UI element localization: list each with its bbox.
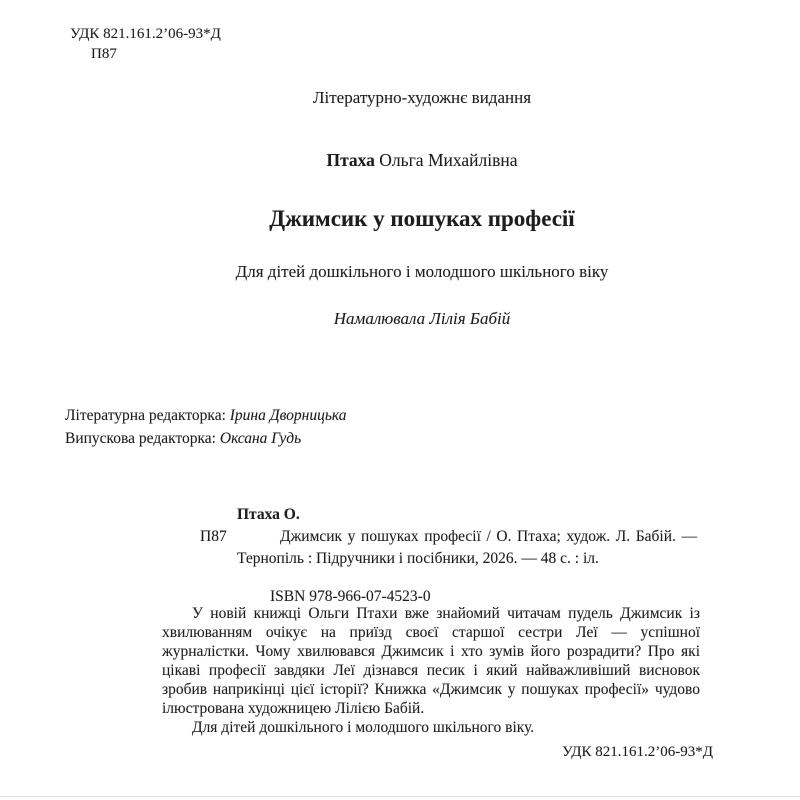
editor-role: Випускова редакторка: — [65, 430, 216, 447]
editor-row — [65, 427, 347, 450]
annotation-paragraph: У новій книжці Ольги Птахи вже знайомий читачам пудель Джимсик із хвилюванням очікує на приїзд своєї старшої сестри Леї — успішної журналістки. Чому хвилювався Джимсик і хто зумів його розрадити? Про які цікаві професії завдяки Леї дізнався песик і який найважливіший висновок зробив наприкінці цієї історії? Книжка «Джимсик у пошуках професії» чудово ілюстрована художницею Лілією Бабій. — [162, 605, 700, 717]
audience-line: Для дітей дошкільного і молодшого шкільного віку — [235, 262, 609, 281]
editor-name: Ірина Дворницька — [229, 407, 347, 424]
isbn-line: ISBN 978-966-07-4523-0 — [270, 588, 431, 605]
editor-name: Оксана Гудь — [219, 430, 302, 447]
catalog-index: П87 — [200, 528, 227, 545]
editors-block — [65, 404, 347, 450]
edition-type-label: Літературно-художнє видання — [312, 88, 532, 107]
author-surname: Птаха — [326, 150, 375, 170]
scan-edge-line — [0, 796, 800, 797]
editor-role: Літературна редакторка: — [65, 407, 226, 424]
author-sign-index: П87 — [91, 46, 117, 62]
author-name — [44, 150, 800, 171]
catalog-card — [200, 504, 697, 570]
editor-row — [65, 404, 347, 427]
catalog-author-heading: Птаха О. — [237, 506, 300, 523]
illustrator-credit: Намалювала Лілія Бабій — [333, 309, 511, 328]
catalog-description: Джимсик у пошуках професії / О. Птаха; худож. Л. Бабій. — Тернопіль : Підручники і посібники, 2026. — 48 с. : іл. — [237, 528, 697, 567]
annotation-block — [162, 604, 700, 737]
udk-number: УДК 821.161.2’06-93*Д — [70, 26, 221, 42]
author-given-names: Ольга Михайлівна — [379, 150, 518, 170]
udk-classification-bottom: УДК 821.161.2’06-93*Д — [562, 744, 713, 760]
book-title: Джимсик у пошуках професії — [269, 206, 575, 231]
annotation-audience-note: Для дітей дошкільного і молодшого шкільного віку. — [192, 719, 535, 736]
udk-classification-top — [70, 24, 221, 64]
